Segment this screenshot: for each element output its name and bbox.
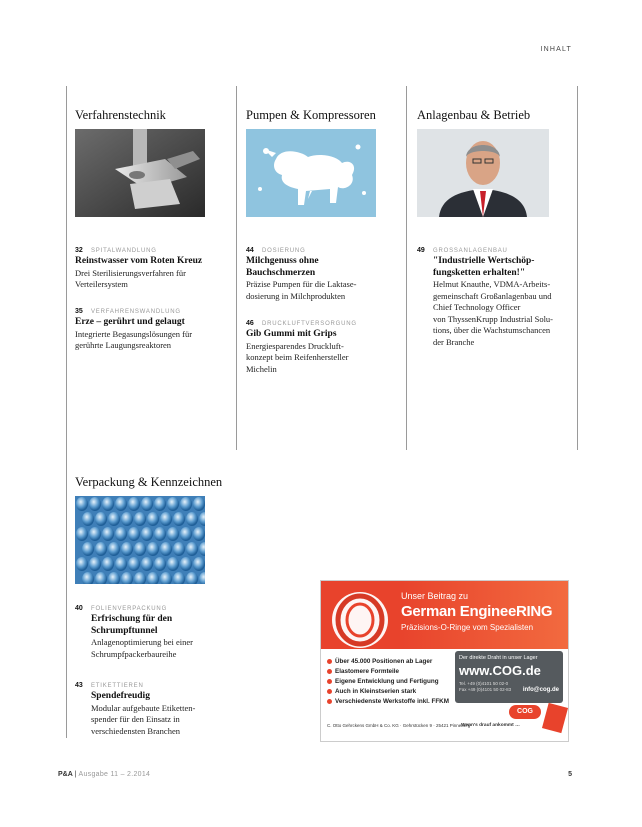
entry-category: DOSIERUNG xyxy=(262,248,306,254)
ad-bullet: Elastomere Formteile xyxy=(327,667,465,677)
ad-bullet-list xyxy=(327,657,465,707)
ad-bullet: Verschiedenste Werkstoffe inkl. FFKM xyxy=(327,697,465,707)
ad-bullet: Auch in Kleinstserien stark xyxy=(327,687,465,697)
page-number: 49 xyxy=(417,247,425,254)
ad-bullet: Über 45.000 Positionen ab Lager xyxy=(327,657,465,667)
entry-title: Erfrischung für den Schrumpftunnel xyxy=(91,614,173,636)
entry-category: ETIKETTIEREN xyxy=(91,683,144,689)
ad-email[interactable]: info@cog.de xyxy=(522,687,559,693)
ad-tagline: Unser Beitrag zu xyxy=(401,591,469,601)
entry-category: SPITALWANDLUNG xyxy=(91,248,157,254)
entry-description: Anlagenoptimierung bei einer Schrumpfpackerbaureihe xyxy=(91,637,193,659)
page-number: 46 xyxy=(246,320,254,327)
portrait-image xyxy=(417,129,549,217)
toc-entry[interactable] xyxy=(246,320,401,375)
page-number-footer: 5 xyxy=(568,771,572,778)
ad-url[interactable]: www.COG.de xyxy=(459,663,541,678)
ad-address: C. Otto Gehrckens GmbH & Co. KG · Gehrstücken 9 · 25421 Pinneberg xyxy=(327,723,471,728)
column-divider xyxy=(406,86,407,450)
page-number: 32 xyxy=(75,247,83,254)
ad-corner-badge xyxy=(542,703,568,733)
toc-entry[interactable] xyxy=(75,308,230,352)
cog-logo: COG xyxy=(509,705,541,719)
entry-description: Modular aufgebaute Etiketten- spender für den Einsatz in verschiedensten Branchen xyxy=(91,702,196,736)
entry-title: Reinstwasser vom Roten Kreuz xyxy=(75,256,203,266)
toc-entry[interactable] xyxy=(75,247,230,291)
ad-bullet: Eigene Entwicklung und Fertigung xyxy=(327,677,465,687)
column-title: Anlagenbau & Betrieb xyxy=(417,108,531,122)
entry-title: Erze – gerührt und gelaugt xyxy=(75,317,185,327)
toc-entry[interactable] xyxy=(75,605,230,660)
entry-category: DRUCKLUFTVERSORGUNG xyxy=(262,321,357,327)
entry-category: GROSSANLAGENBAU xyxy=(433,248,508,254)
page-number: 40 xyxy=(75,605,83,612)
water-bottles-image xyxy=(75,496,205,584)
entry-category: FOLIENVERPACKUNG xyxy=(91,606,168,612)
toc-entry[interactable] xyxy=(417,247,577,348)
entry-title: Milchgenuss ohne Bauchschmerzen xyxy=(246,256,319,278)
ad-contact-box[interactable]: Der direkte Draht in unser Lager www.COG.de Tel. +49 (0)4101 50 02-0 Fax +49 (0)4101 50 02-83 info@cog.de xyxy=(455,651,563,703)
cog-advertisement[interactable] xyxy=(320,580,569,742)
entry-description: Drei Sterilisierungsverfahren für Verteilersystem xyxy=(75,267,186,289)
entry-description: Integrierte Begasungslösungen für gerührte Laugungsreaktoren xyxy=(75,328,193,350)
ad-subheadline: Präzisions-O-Ringe vom Spezialisten xyxy=(401,623,534,632)
section-label: INHALT xyxy=(540,46,572,53)
column-title: Pumpen & Kompressoren xyxy=(246,108,376,122)
toc-entry[interactable] xyxy=(75,682,230,737)
brand: P&A xyxy=(58,771,73,778)
milk-cow-image xyxy=(246,129,376,217)
footer-publication: P&A | Ausgabe 11 – 2.2014 xyxy=(58,771,151,778)
column-title: Verfahrenstechnik xyxy=(75,108,166,122)
entry-title: Spendefreudig xyxy=(91,691,150,701)
ad-slogan: Wenn's drauf ankommt … xyxy=(461,723,520,728)
mixer-machine-image xyxy=(75,129,205,217)
column-divider xyxy=(577,86,578,450)
entry-category: VERFAHRENSWANDLUNG xyxy=(91,309,181,315)
page-number: 44 xyxy=(246,247,254,254)
column-divider xyxy=(66,86,67,738)
page-number: 35 xyxy=(75,308,83,315)
entry-description: Helmut Knauthe, VDMA-Arbeits- gemeinschaft Großanlagenbau und Chief Technology Officer von ThyssenKrupp Industrial Solu- tions, über die Wachstumschancen der Branche xyxy=(433,279,554,347)
o-ring-icon xyxy=(327,587,393,653)
section-title: Verpackung & Kennzeichnen xyxy=(75,475,223,489)
column-divider xyxy=(236,86,237,450)
issue: Ausgabe 11 – 2.2014 xyxy=(78,771,151,778)
page-number: 43 xyxy=(75,682,83,689)
toc-entry[interactable] xyxy=(246,247,401,302)
entry-title: "Industrielle Wertschöp- fungsketten erhalten!" xyxy=(433,256,535,278)
entry-description: Energiesparendes Druckluft- konzept beim Reifenhersteller Michelin xyxy=(246,340,349,374)
ad-headline: German EngineeRING xyxy=(401,603,553,620)
entry-title: Gib Gummi mit Grips xyxy=(246,329,337,339)
entry-description: Präzise Pumpen für die Laktase- dosierung in Milchprodukten xyxy=(246,279,357,301)
